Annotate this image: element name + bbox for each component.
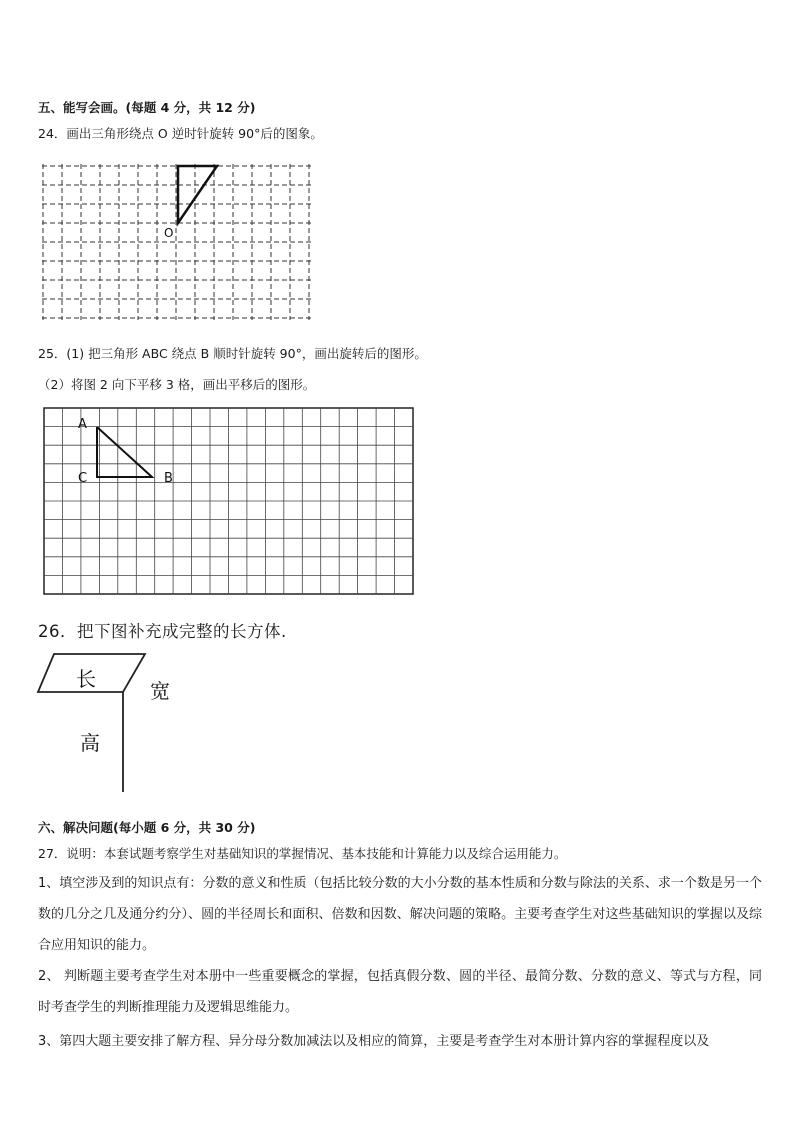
question-27-intro: 27．说明：本套试题考察学生对基础知识的掌握情况、基本技能和计算能力以及综合运用能力。 — [38, 846, 567, 861]
width-label: 宽 — [150, 679, 170, 703]
section-5-title: 五、能写会画。(每题 4 分，共 12 分) — [38, 100, 256, 115]
question-25-grid-figure — [0, 400, 794, 600]
question-25-line-2: （2）将图 2 向下平移 3 格，画出平移后的图形。 — [38, 377, 316, 392]
height-label: 高 — [80, 731, 100, 755]
solid-grid — [44, 408, 413, 594]
question-27-paragraph-2: 2、 判断题主要考查学生对本册中一些重要概念的掌握，包括真假分数、圆的半径、最简分数、分数的意义、等式与方程，同时考查学生的判断推理能力及逻辑思维能力。 — [38, 969, 762, 1015]
vertex-b-label: B — [164, 471, 173, 486]
triangle-abc-shape — [97, 427, 152, 477]
question-24-grid-figure — [0, 0, 794, 340]
question-24-text: 24．画出三角形绕点 O 逆时针旋转 90°后的图象。 — [38, 126, 323, 141]
question-26-cuboid-figure — [0, 648, 794, 803]
point-o-label: O — [164, 226, 174, 240]
question-25-line-1: 25．(1) 把三角形 ABC 绕点 B 顺时针旋转 90°，画出旋转后的图形。 — [38, 346, 427, 361]
section-6-title: 六、解决问题(每小题 6 分，共 30 分) — [38, 820, 256, 835]
length-label: 长 — [76, 667, 96, 691]
question-26-text: 26．把下图补充成完整的长方体. — [38, 622, 287, 641]
vertex-a-label: A — [78, 417, 87, 432]
question-27-paragraph-3: 3、第四大题主要安排了解方程、异分母分数加减法以及相应的简算，主要是考查学生对本册计算内容的掌握程度以及 — [38, 1034, 710, 1049]
triangle-shape — [178, 166, 217, 223]
vertex-c-label: C — [78, 471, 88, 486]
question-27-paragraph-1: 1、填空涉及到的知识点有：分数的意义和性质（包括比较分数的大小分数的基本性质和分数与除法的关系、求一个数是另一个数的几分之几及通分约分）、圆的半径周长和面积、倍数和因数、解决问题的策略。主要考查学生对这些基础知识的掌握以及综合应用知识的能力。 — [38, 876, 762, 953]
